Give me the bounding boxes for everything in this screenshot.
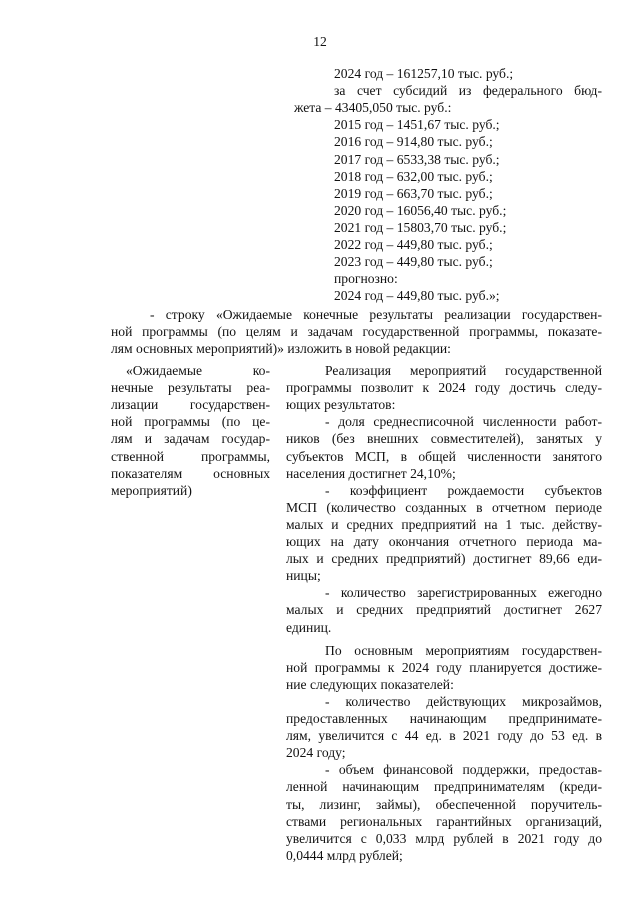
instruction-line: ной программы (по целям и задачам государственной программы, показате- [111, 324, 602, 340]
right-column-line: малых и средних предприятий достигнет 2627 [286, 602, 602, 618]
right-column-line: лям, увеличится с 44 ед. в 2021 году до 53 ед. в [286, 728, 602, 744]
right-column-line: 2024 году; [286, 745, 346, 761]
right-column-line: - количество зарегистрированных ежегодно [325, 585, 602, 601]
right-column-line: увеличится с 0,033 млрд рублей в 2021 году до [286, 830, 602, 846]
right-column-line: ющих на дату окончания отчетного периода ма- [286, 534, 602, 549]
right-column-line: лых и средних предприятий) достигнет 89,66 еди- [286, 551, 602, 567]
right-column-line: субъектов МСП, в общей численности занятого [286, 448, 602, 464]
right-column-line: Реализация мероприятий государственной [325, 363, 602, 378]
right-column-line: ной программы к 2024 году планируется достиже- [286, 659, 602, 675]
right-column-line: ленной начинающим предпринимателям (креди- [286, 779, 602, 795]
funding-line: за счет субсидий из федерального бюд- [334, 83, 602, 99]
funding-line: 2020 год – 16056,40 тыс. руб.; [334, 202, 507, 218]
right-column-line: ты, лизинг, займы), обеспеченной поручитель- [286, 796, 602, 812]
right-column-line: малых и средних предприятий на 1 тыс. действу- [286, 516, 602, 532]
left-column-line: ной программы (по це- [111, 414, 270, 430]
funding-line: 2016 год – 914,80 тыс. руб.; [334, 134, 493, 150]
right-column-line: - объем финансовой поддержки, предостав- [325, 762, 602, 778]
funding-line: 2019 год – 663,70 тыс. руб.; [334, 185, 493, 201]
page-number: 12 [313, 34, 327, 49]
funding-line: 2024 год – 161257,10 тыс. руб.; [334, 66, 514, 81]
left-column-line: показателям основных [111, 465, 270, 481]
instruction-line: - строку «Ожидаемые конечные результаты реализации государствен- [150, 307, 602, 322]
right-column-line: единиц. [286, 619, 332, 635]
funding-line: жета – 43405,050 тыс. руб.: [294, 100, 452, 116]
right-column-line: - коэффициент рождаемости субъектов [325, 482, 602, 498]
right-column-line: ницы; [286, 568, 321, 584]
instruction-line: лям основных мероприятий)» изложить в новой редакции: [111, 341, 451, 357]
funding-line: 2018 год – 632,00 тыс. руб.; [334, 168, 493, 184]
funding-line: 2017 год – 6533,38 тыс. руб.; [334, 151, 500, 167]
funding-line: 2015 год – 1451,67 тыс. руб.; [334, 117, 500, 133]
right-column-line: ствами региональных гарантийных организаций, [286, 813, 602, 829]
left-column-line: ственной программы, [111, 448, 270, 464]
right-column-line: предоставленных начинающим предпринимате- [286, 711, 602, 726]
left-column-line: лям и задачам государ- [111, 431, 270, 447]
funding-line: прогнозно: [334, 271, 398, 287]
funding-line: 2023 год – 449,80 тыс. руб.; [334, 254, 493, 270]
right-column-line: населения достигнет 24,10%; [286, 465, 456, 481]
left-column-line: лизации государствен- [111, 397, 270, 413]
right-column-line: ние следующих показателей: [286, 676, 454, 692]
right-column-line: ющих результатов: [286, 397, 396, 413]
funding-line: 2022 год – 449,80 тыс. руб.; [334, 237, 493, 252]
right-column-line: По основным мероприятиям государствен- [325, 642, 602, 658]
right-column-line: программы позволит к 2024 году достичь следу- [286, 380, 602, 396]
right-column-line: - доля среднесписочной численности работ- [325, 414, 602, 430]
right-column-line: - количество действующих микрозаймов, [325, 693, 602, 709]
left-column-line: мероприятий) [111, 482, 192, 498]
funding-line: 2021 год – 15803,70 тыс. руб.; [334, 219, 507, 235]
right-column-line: 0,0444 млрд рублей; [286, 847, 403, 863]
left-column-line: нечные результаты реа- [111, 380, 270, 396]
right-column-line: МСП (количество созданных в отчетном периоде [286, 499, 602, 515]
left-column-line: «Ожидаемые ко- [126, 363, 270, 378]
funding-line: 2024 год – 449,80 тыс. руб.»; [334, 288, 500, 304]
right-column-line: ников (без внешних совместителей), занятых у [286, 431, 602, 447]
